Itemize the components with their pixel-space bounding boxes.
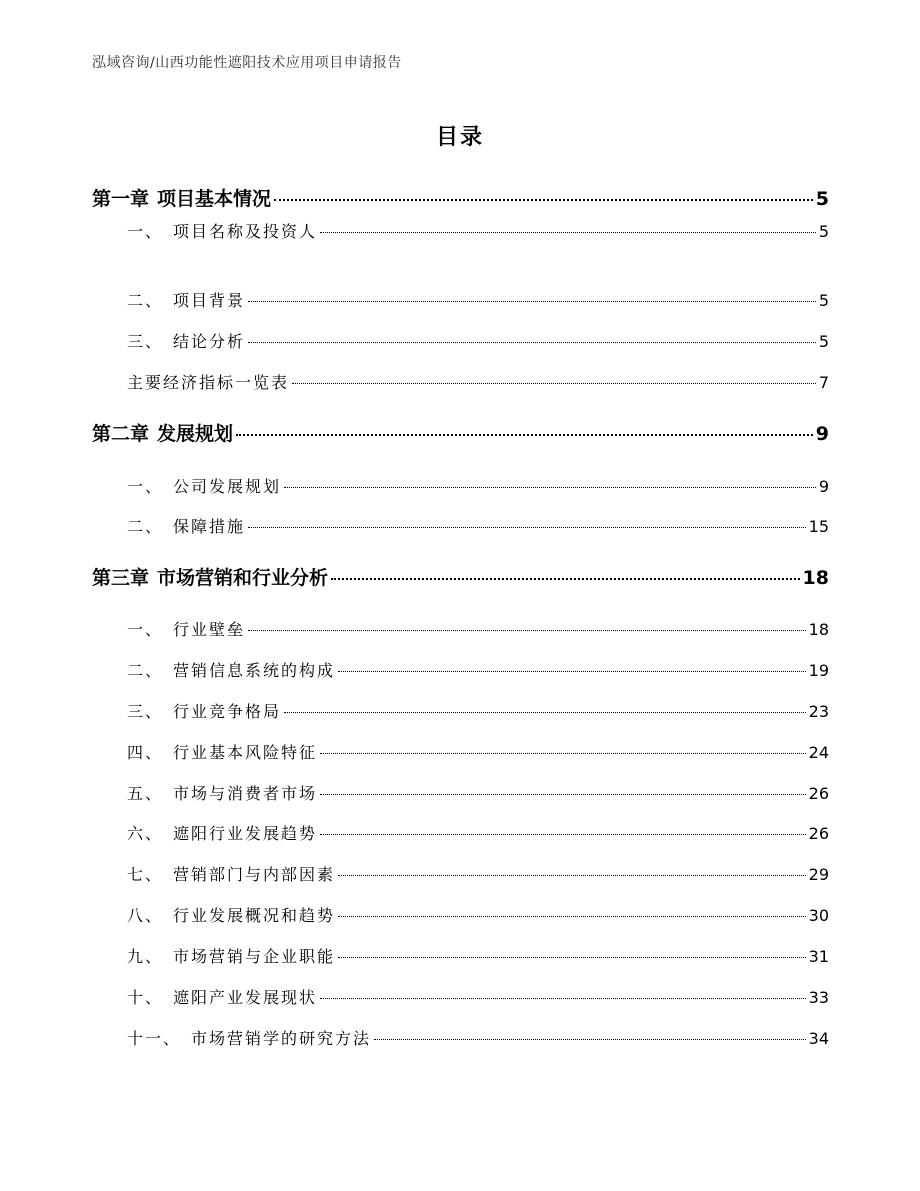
- toc-entry-label: 项目背景: [173, 291, 246, 310]
- toc-entry-label: 公司发展规划: [173, 477, 282, 496]
- toc-entry-label: 市场营销学的研究方法: [191, 1029, 372, 1048]
- dot-leader: [236, 434, 813, 436]
- toc-entry-page: 26: [808, 784, 829, 803]
- toc-section[interactable]: [127, 329, 829, 352]
- toc-entry-number: 第二章: [92, 423, 150, 445]
- toc-entry-number: 八、: [127, 906, 164, 925]
- toc-entry-number: 二、: [127, 661, 164, 680]
- dot-leader: [320, 232, 816, 233]
- toc-section[interactable]: [127, 944, 829, 967]
- toc-entry-page: 34: [808, 1029, 829, 1048]
- toc-entry-number: 四、: [127, 743, 164, 762]
- toc-entry-page: 33: [808, 988, 829, 1007]
- toc-entry-page: 15: [808, 517, 829, 536]
- toc-entry-page: 5: [818, 222, 829, 241]
- toc-entry-number: 二、: [127, 291, 164, 310]
- toc-entry-label: 遮阳产业发展现状: [173, 988, 318, 1007]
- toc-entry-page: 24: [808, 743, 829, 762]
- toc-section[interactable]: [127, 699, 829, 722]
- dot-leader: [248, 301, 816, 302]
- toc-chapter-3[interactable]: [92, 563, 829, 590]
- toc-entry-label: 结论分析: [173, 332, 246, 351]
- toc-entry-number: 三、: [127, 702, 164, 721]
- toc-section[interactable]: [127, 985, 829, 1008]
- toc-entry-label: 市场营销与企业职能: [173, 947, 336, 966]
- toc-entry-page: 18: [802, 567, 829, 589]
- toc-entry-number: 十、: [127, 988, 164, 1007]
- toc-entry-page: 5: [818, 332, 829, 351]
- toc-entry-number: 六、: [127, 824, 164, 843]
- toc-entry-label: 发展规划: [157, 423, 234, 445]
- toc-section[interactable]: [127, 740, 829, 763]
- toc-entry-label: 项目基本情况: [157, 188, 272, 210]
- dot-leader: [274, 199, 813, 201]
- dot-leader: [320, 834, 806, 835]
- toc-entry-page: 5: [818, 291, 829, 310]
- toc-entry-label: 主要经济指标一览表: [127, 373, 290, 392]
- toc-entry-number: 五、: [127, 784, 164, 803]
- toc-entry-number: 一、: [127, 620, 164, 639]
- toc-section[interactable]: [127, 1026, 829, 1049]
- toc-section[interactable]: [127, 903, 829, 926]
- dot-leader: [338, 875, 806, 876]
- dot-leader: [338, 916, 806, 917]
- toc-entry-label: 营销部门与内部因素: [173, 865, 336, 884]
- toc-section[interactable]: [127, 474, 829, 497]
- toc-entry-number: 一、: [127, 222, 164, 241]
- toc-entry-number: 七、: [127, 865, 164, 884]
- toc-entry-number: 第一章: [92, 188, 150, 210]
- toc-section[interactable]: [127, 617, 829, 640]
- dot-leader: [331, 578, 800, 580]
- dot-leader: [284, 487, 816, 488]
- dot-leader: [248, 342, 816, 343]
- toc-section[interactable]: [127, 288, 829, 311]
- toc-entry-label: 保障措施: [173, 517, 246, 536]
- toc-section[interactable]: [127, 658, 829, 681]
- toc-entry-page: 26: [808, 824, 829, 843]
- toc-chapter-1[interactable]: [92, 184, 829, 211]
- toc-title: 目录: [435, 125, 484, 150]
- toc-entry-label: 市场营销和行业分析: [157, 567, 329, 589]
- toc-entry-number: 第三章: [92, 567, 150, 589]
- toc-entry-page: 23: [808, 702, 829, 721]
- toc-entry-page: 19: [808, 661, 829, 680]
- toc-entry-number: 二、: [127, 517, 164, 536]
- toc-entry-number: 九、: [127, 947, 164, 966]
- toc-entry-label: 项目名称及投资人: [173, 222, 318, 241]
- toc-section[interactable]: [127, 821, 829, 844]
- toc-section[interactable]: [127, 862, 829, 885]
- toc-section[interactable]: [127, 219, 829, 242]
- toc-entry-page: 7: [818, 373, 829, 392]
- dot-leader: [338, 957, 806, 958]
- toc-entry-label: 行业壁垒: [173, 620, 246, 639]
- toc-entry-label: 行业发展概况和趋势: [173, 906, 336, 925]
- toc-entry-page: 9: [818, 477, 829, 496]
- toc-chapter-2[interactable]: [92, 419, 829, 446]
- toc-entry-number: 十一、: [127, 1029, 182, 1048]
- dot-leader: [338, 671, 806, 672]
- toc-entry-label: 行业基本风险特征: [173, 743, 318, 762]
- toc-entry-page: 9: [815, 423, 829, 445]
- toc-entry-label: 营销信息系统的构成: [173, 661, 336, 680]
- toc-entry-label: 遮阳行业发展趋势: [173, 824, 318, 843]
- toc-entry-number: 三、: [127, 332, 164, 351]
- dot-leader: [248, 527, 806, 528]
- toc-entry-page: 30: [808, 906, 829, 925]
- toc-entry-page: 5: [815, 188, 829, 210]
- toc-entry-page: 18: [808, 620, 829, 639]
- running-header: 泓域咨询/山西功能性遮阳技术应用项目申请报告: [92, 55, 402, 71]
- dot-leader: [284, 712, 806, 713]
- dot-leader: [292, 383, 816, 384]
- dot-leader: [320, 998, 806, 999]
- toc-section[interactable]: [127, 370, 829, 393]
- toc-entry-label: 市场与消费者市场: [173, 784, 318, 803]
- toc-section[interactable]: [127, 514, 829, 537]
- toc-section[interactable]: [127, 781, 829, 804]
- toc-entry-number: 一、: [127, 477, 164, 496]
- toc-entry-page: 29: [808, 865, 829, 884]
- toc-entry-page: 31: [808, 947, 829, 966]
- dot-leader: [320, 753, 806, 754]
- dot-leader: [320, 794, 806, 795]
- dot-leader: [248, 630, 806, 631]
- dot-leader: [374, 1039, 806, 1040]
- toc-entry-label: 行业竞争格局: [173, 702, 282, 721]
